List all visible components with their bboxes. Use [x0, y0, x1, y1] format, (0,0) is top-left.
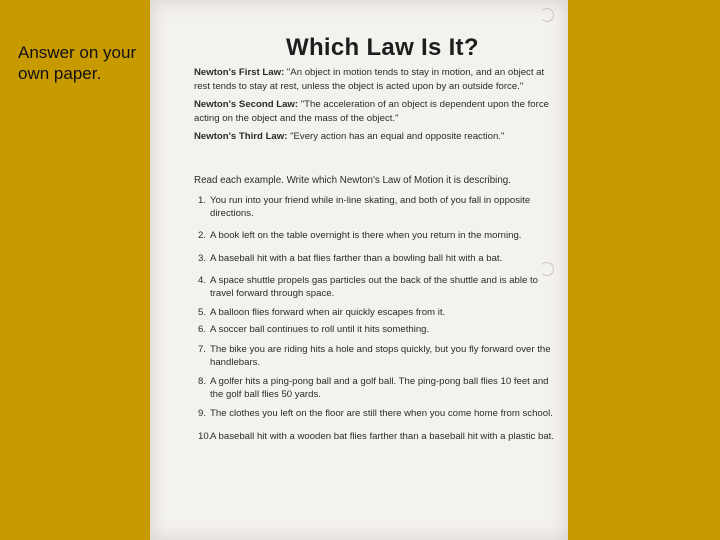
item-text: The bike you are riding hits a hole and stops quickly, but you fly forward over the handlebars.	[210, 343, 551, 368]
list-item	[198, 306, 558, 319]
list-item	[198, 323, 558, 336]
item-text: A golfer hits a ping-pong ball and a golf ball. The ping-pong ball flies 10 feet and the golf ball flies 50 yards.	[210, 376, 549, 401]
item-number: 6.	[198, 324, 207, 336]
answer-note: Answer on your own paper.	[18, 43, 137, 83]
item-number: 4.	[198, 274, 207, 286]
item-number: 5.	[198, 307, 207, 319]
law-text: "An object in motion tends to stay in motion, and an object at rest tends to stay at rest, unless the object is acted upon by an outside force."	[194, 67, 545, 92]
law-name: Newton's Second Law:	[194, 99, 299, 110]
law-second	[194, 98, 562, 126]
item-number: 2.	[198, 230, 207, 242]
law-third	[194, 130, 562, 144]
list-item	[198, 252, 558, 265]
item-text: A balloon flies forward when air quickly escapes from it.	[210, 307, 446, 319]
item-text: A baseball hit with a wooden bat flies farther than a baseball hit with a plastic bat.	[210, 430, 554, 442]
scan-artifact-icon	[540, 8, 554, 22]
instructions: Read each example. Write which Newton's Law of Motion it is describing.	[194, 175, 511, 186]
item-number: 7.	[198, 343, 207, 355]
law-name: Newton's Third Law:	[194, 131, 288, 142]
item-text: A baseball hit with a bat flies farther than a bowling ball hit with a bat.	[210, 252, 503, 264]
law-text: "The acceleration of an object is dependent upon the force acting on the object and the mass of the object."	[194, 99, 549, 124]
item-number: 8.	[198, 376, 207, 388]
worksheet-page	[150, 0, 568, 540]
item-number: 9.	[198, 408, 207, 420]
law-name: Newton's First Law:	[194, 67, 285, 78]
item-text: You run into your friend while in-line skating, and both of you fall in opposite directions.	[210, 195, 531, 220]
item-text: A space shuttle propels gas particles out the back of the shuttle and is able to travel forward through space.	[210, 274, 538, 300]
law-text: "Every action has an equal and opposite reaction."	[287, 131, 505, 142]
worksheet-title: Which Law Is It?	[286, 34, 479, 61]
item-number: 10.	[198, 430, 212, 442]
item-number: 3.	[198, 252, 207, 264]
item-number: 1.	[198, 195, 207, 206]
item-text: A book left on the table overnight is there when you return in the morning.	[210, 230, 522, 242]
list-item	[198, 229, 558, 242]
list-item	[198, 430, 558, 443]
list-item	[198, 343, 558, 369]
list-item	[198, 375, 558, 401]
item-text: The clothes you left on the floor are still there when you come home from school.	[210, 408, 553, 420]
list-item	[198, 407, 558, 420]
example-list	[198, 194, 558, 443]
list-item	[198, 274, 558, 300]
list-item	[198, 194, 558, 220]
laws-section	[194, 66, 562, 148]
law-first	[194, 66, 562, 94]
item-text: A soccer ball continues to roll until it hits something.	[210, 324, 430, 336]
